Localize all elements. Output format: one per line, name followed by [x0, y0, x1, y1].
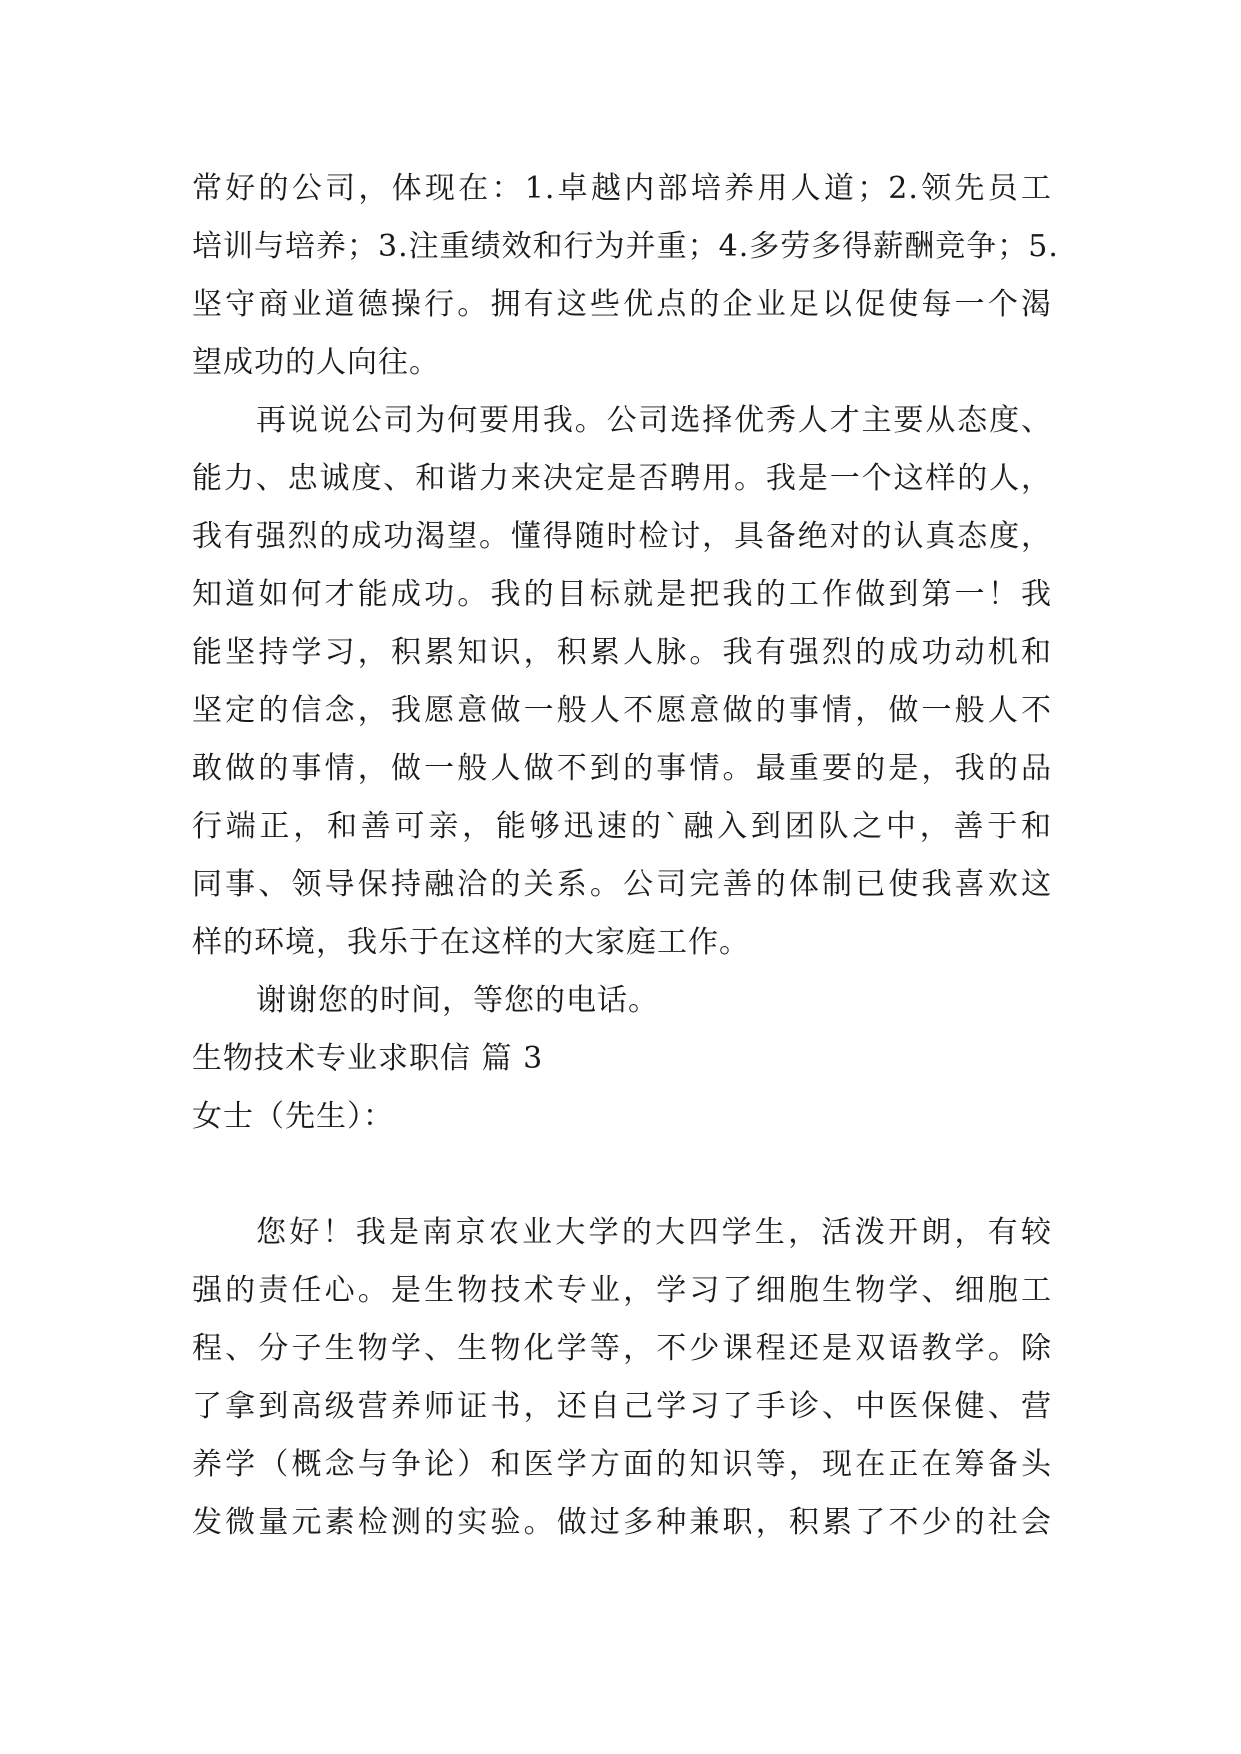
paragraph-last-line: 样的环境，我乐于在这样的大家庭工作。 [192, 925, 750, 960]
text-line: 我有强烈的成功渴望。懂得随时检讨，具备绝对的认真态度， [192, 519, 1052, 554]
text-line: 坚定的信念，我愿意做一般人不愿意做的事情，做一般人不 [192, 693, 1052, 728]
section-heading: 生物技术专业求职信 篇 3 [192, 1041, 544, 1076]
paragraph-first-line: 您好！我是南京农业大学的大四学生，活泼开朗，有较 [256, 1215, 1052, 1250]
text-line: 能力、忠诚度、和谐力来决定是否聘用。我是一个这样的人， [192, 461, 1052, 496]
text-line: 培训与培养；3.注重绩效和行为并重；4.多劳多得薪酬竞争；5. [192, 229, 1059, 264]
text-line: 养学（概念与争论）和医学方面的知识等，现在正在筹备头 [192, 1447, 1052, 1482]
closing-line: 谢谢您的时间，等您的电话。 [256, 983, 659, 1018]
paragraph-last-line: 望成功的人向往。 [192, 345, 440, 380]
salutation: 女士（先生）： [192, 1099, 394, 1134]
text-line: 常好的公司，体现在：1.卓越内部培养用人道；2.领先员工 [192, 171, 1052, 206]
text-line: 同事、领导保持融洽的关系。公司完善的体制已使我喜欢这 [192, 867, 1052, 902]
text-line: 了拿到高级营养师证书，还自己学习了手诊、中医保健、营 [192, 1389, 1052, 1424]
text-line: 敢做的事情，做一般人做不到的事情。最重要的是，我的品 [192, 751, 1052, 786]
text-line: 强的责任心。是生物技术专业，学习了细胞生物学、细胞工 [192, 1273, 1052, 1308]
text-line: 发微量元素检测的实验。做过多种兼职，积累了不少的社会 [192, 1505, 1052, 1540]
paragraph-first-line: 再说说公司为何要用我。公司选择优秀人才主要从态度、 [256, 403, 1052, 438]
text-line: 知道如何才能成功。我的目标就是把我的工作做到第一！我 [192, 577, 1052, 612]
text-line: 坚守商业道德操行。拥有这些优点的企业足以促使每一个渴 [192, 287, 1052, 322]
text-line: 程、分子生物学、生物化学等，不少课程还是双语教学。除 [192, 1331, 1052, 1366]
text-line: 能坚持学习，积累知识，积累人脉。我有强烈的成功动机和 [192, 635, 1052, 670]
text-line: 行端正，和善可亲，能够迅速的`融入到团队之中，善于和 [192, 809, 1052, 844]
